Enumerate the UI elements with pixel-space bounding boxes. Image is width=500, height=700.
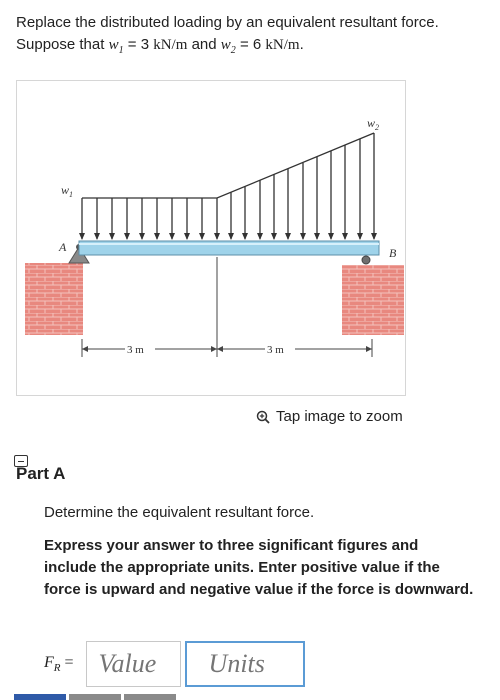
and-text: and: [191, 36, 217, 53]
value-input[interactable]: [86, 641, 181, 687]
zoom-label: Tap image to zoom: [276, 408, 403, 425]
units-input[interactable]: [185, 641, 305, 687]
part-title: Part A: [16, 464, 66, 483]
answer-row: [44, 640, 305, 688]
problem-line-2: [16, 34, 486, 62]
roller-b: [362, 256, 370, 264]
problem-statement: [16, 12, 486, 62]
problem-line-1: Replace the distributed loading by an equivalent resultant force.: [16, 14, 439, 31]
w2-label: $w_2$: [367, 116, 380, 132]
w2-value: = 6: [239, 36, 262, 53]
toolbar-button[interactable]: [124, 694, 176, 700]
w1-subscript: 1: [118, 45, 124, 56]
problem-prefix: Suppose that: [16, 36, 105, 53]
dimension-lines: [82, 257, 372, 357]
w2-unit: kN/m: [265, 37, 300, 53]
toolbar-button[interactable]: [69, 694, 121, 700]
beam-figure[interactable]: [16, 80, 406, 396]
w2-symbol: w: [220, 37, 231, 53]
point-a-label: A: [59, 240, 67, 254]
w1-label: $w_1$: [61, 183, 74, 199]
tap-to-zoom[interactable]: [256, 408, 403, 425]
point-b-label: B: [389, 246, 397, 260]
dimension-right-label: 3 m: [267, 344, 284, 356]
w1-value: = 3: [127, 36, 150, 53]
toolbar-button[interactable]: [14, 694, 66, 700]
distributed-load: [82, 133, 374, 239]
answer-label: $F_R$ =: [44, 653, 74, 675]
w2-subscript: 2: [230, 45, 236, 56]
dimension-left-label: 3 m: [127, 344, 144, 356]
question-text: Determine the equivalent resultant force.: [44, 504, 315, 521]
load-arrowheads: [79, 233, 377, 240]
load-profile-line: [82, 133, 374, 198]
zoom-icon: [256, 410, 270, 424]
right-wall: [342, 265, 404, 335]
beam-diagram: [17, 81, 407, 397]
answer-toolbar: [14, 694, 176, 700]
period: .: [299, 36, 304, 53]
answer-instructions: Express your answer to three significant figures and include the appropriate units. Enter positive value if the force is upward and negative value if the force is downward.: [44, 537, 474, 598]
w1-symbol: w: [108, 37, 119, 53]
w1-unit: kN/m: [153, 37, 188, 53]
left-wall: [25, 263, 83, 335]
